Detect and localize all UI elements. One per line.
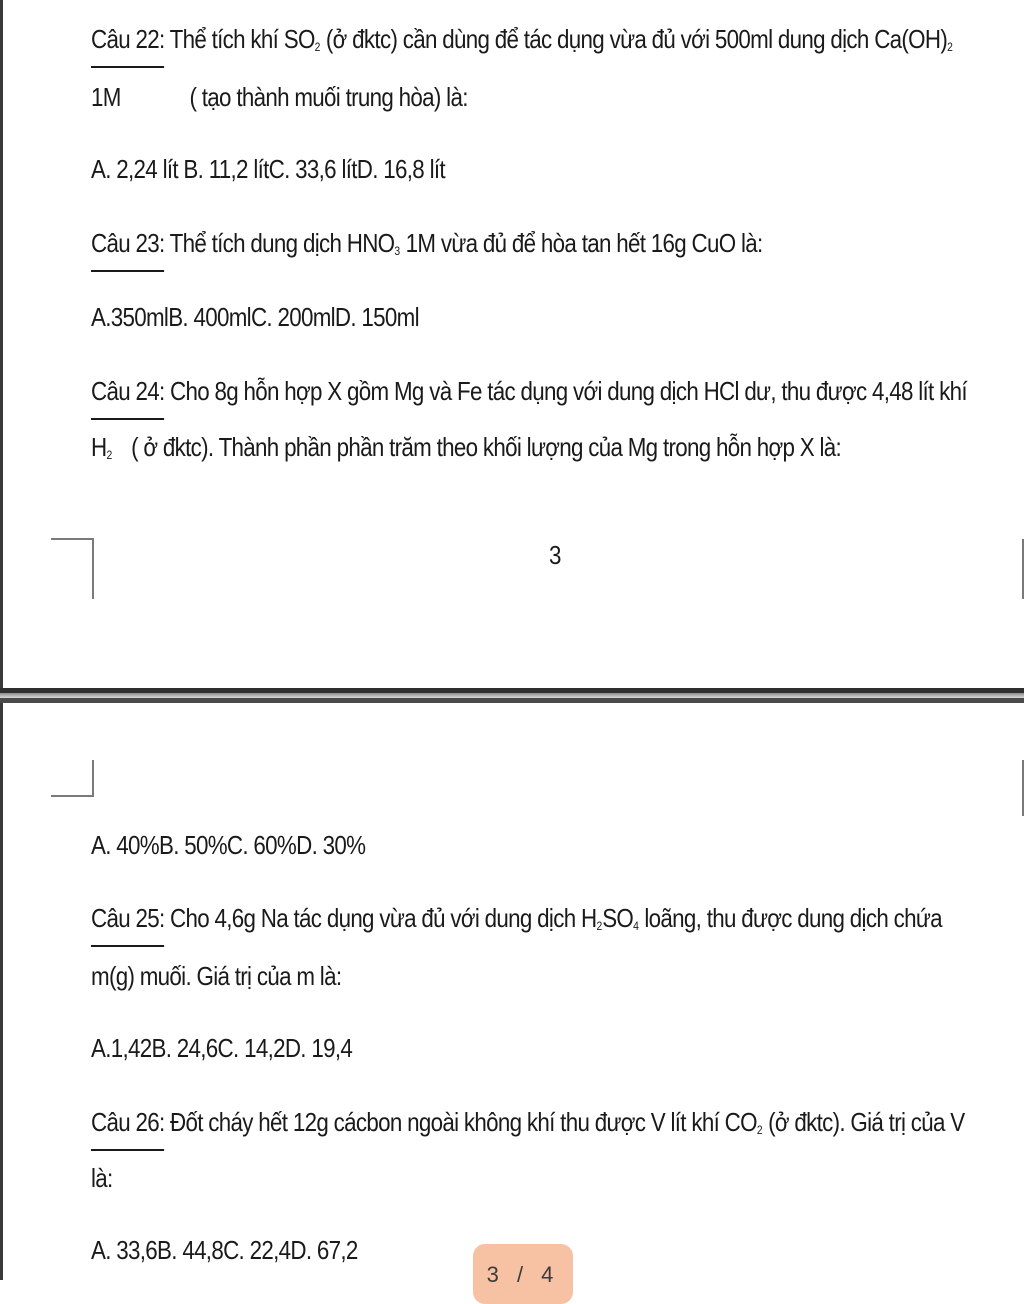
- page-indicator[interactable]: 3 / 4: [473, 1244, 573, 1304]
- question-25-options: A.1,42B. 24,6C. 14,2D. 19,4: [91, 1033, 353, 1063]
- crop-mark-left: [43, 535, 103, 605]
- question-24-line-2: $H_2$ ( ở đktc). Thành phần phần trăm theo khối lượng của Mg trong hỗn hợp X là:: [91, 432, 842, 462]
- question-22-label: Câu 22:: [91, 24, 165, 54]
- question-26-line-1: Câu 26: Đốt cháy hết 12g cácbon ngoài không khí thu được V lít khí $CO_2$ (ở đktc). Giá trị của V: [91, 1107, 965, 1137]
- question-23-options: A.350mlB. 400mlC. 200mlD. 150ml: [91, 302, 419, 332]
- question-25-line-1: Câu 25: Cho 4,6g Na tác dụng vừa đủ với dung dịch $H_2SO_4$ loãng, thu được dung dịch chứa: [91, 903, 942, 933]
- crop-mark-right: [1015, 758, 1024, 818]
- crop-mark-right: [1015, 535, 1024, 605]
- question-24-label: Câu 24:: [91, 376, 165, 406]
- document-page-4: [0, 703, 1024, 1280]
- question-22-line-2: 1M ( tạo thành muối trung hòa) là:: [91, 82, 468, 112]
- page-number: 3: [549, 540, 562, 570]
- question-26-options: A. 33,6B. 44,8C. 22,4D. 67,2: [91, 1235, 358, 1265]
- question-25-label: Câu 25:: [91, 903, 165, 933]
- question-25-line-2: m(g) muối. Giá trị của m là:: [91, 961, 342, 991]
- question-26-label: Câu 26:: [91, 1107, 165, 1137]
- question-22-options: A. 2,24 lít B. 11,2 lítC. 33,6 lítD. 16,8 lít: [91, 154, 445, 184]
- question-24-line-1: Câu 24: Cho 8g hỗn hợp X gồm Mg và Fe tác dụng với dung dịch HCl dư, thu được 4,48 lít khí: [91, 376, 967, 406]
- question-24-options: A. 40%B. 50%C. 60%D. 30%: [91, 830, 366, 860]
- page-divider: [0, 688, 1024, 703]
- question-22-line-1: Câu 22: Thể tích khí $SO_2$ (ở đktc) cần dùng để tác dụng vừa đủ với 500ml dung dịch $Ca(OH)_2$: [91, 24, 953, 54]
- question-23-label: Câu 23:: [91, 228, 165, 258]
- question-23-line-1: Câu 23: Thể tích dung dịch $HNO_3$ 1M vừa đủ để hòa tan hết 16g CuO là:: [91, 228, 763, 258]
- crop-mark-left: [43, 758, 103, 803]
- question-26-line-2: là:: [91, 1163, 113, 1193]
